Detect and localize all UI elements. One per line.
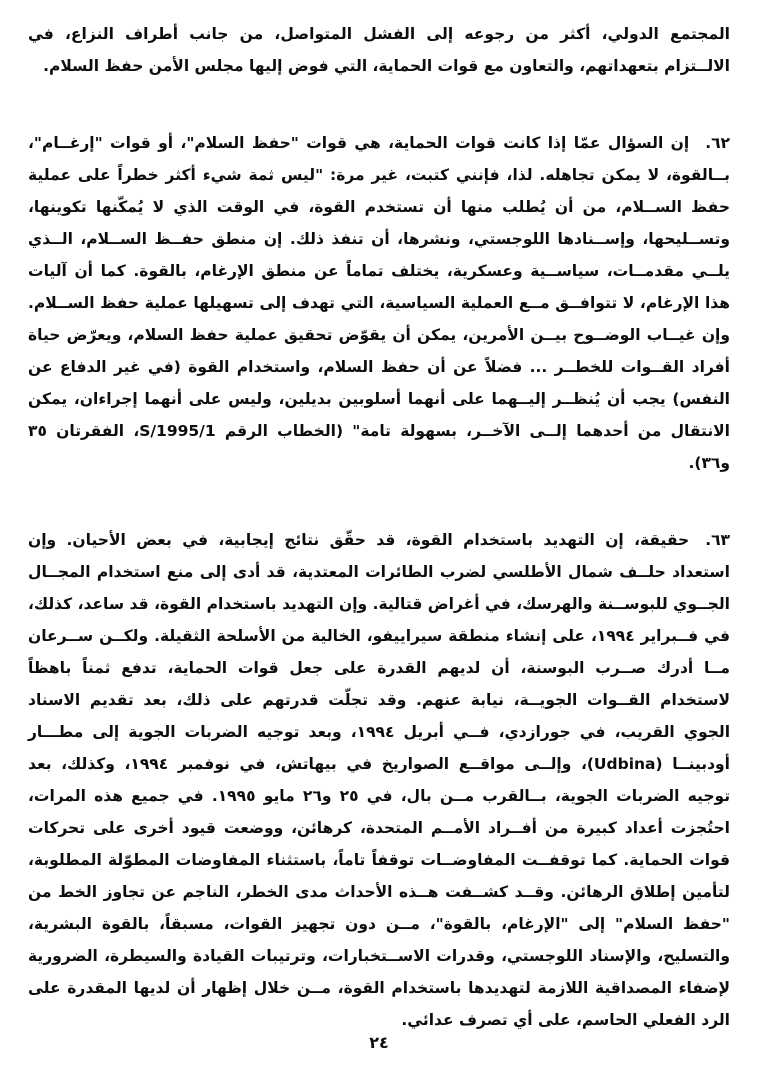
page-number: ٢٤ xyxy=(369,1033,389,1052)
paragraph-63 xyxy=(28,524,730,1036)
document-body xyxy=(28,18,730,1036)
paragraph-continuation xyxy=(28,18,730,82)
paragraph-text: المجتمع الدولي، أكثر من رجوعه إلى الفشل المتواصل، من جانب أطراف النزاع، في الالــتزام بتعهداتهم، والتعاون مع قوات الحماية، التي فوض إليها مجلس الأمن حفظ السلام. xyxy=(28,25,730,75)
paragraph-number: ٦٢. xyxy=(705,134,730,152)
paragraph-text: حقيقة، إن التهديد باستخدام القوة، قد حقّق نتائج إيجابية، في بعض الأحيان. وإن استعداد حلــف شمال الأطلسي لضرب الطائرات المعتدية، قد أدى إلى منع استخدام المجــال الجــوي للبوســنة والهرسك، في أغراض قتالية. وإن التهديد باستخدام القوة، قد ساعد، كذلك، في فــبراير ١٩٩٤، على إنشاء منطقة سيراييفو، الخالية من الأسلحة الثقيلة. ولكــن ســرعان مــا أدرك صــرب البوسنة، أن لديهم القدرة على جعل قوات الحماية، تدفع ثمناً باهظاً لاستخدام القــوات الجويــة، نيابة عنهم. وقد تجلّت قدرتهم على ذلك، بعد تقديم الاسناد الجوي القريب، في جورازدي، فــي أبريل ١٩٩٤، وبعد توجيه الضربات الجوية إلى مطـــار أودبينــا (Udbina)، وإلــى مواقــع الصواريخ في بيهاتش، في نوفمبر ١٩٩٤، وكذلك، بعد توجيه الضربات الجوية، بــالقرب مــن بال، في ٢٥ و٢٦ مايو ١٩٩٥. في جميع هذه المرات، احتُجزت أعداد كبيرة من أفــراد الأمــم المتحدة، كرهائن، ووضعت قيود أخرى على تحركات قوات الحماية. كما توقفــت المفاوضــات توقفاً تاماً، باستثناء المفاوضات المطوّلة المطلوبة، لتأمين إطلاق الرهائن. وقــد كشــفت هــذه الأحداث مدى الخطر، الناجم عن تجاوز الخط من "حفظ السلام" إلى "الإرغام، بالقوة"، مــن دون تجهيز القوات، مسبقاً، بالقوة البشرية، والتسليح، والإسناد اللوجستي، وقدرات الاســتخبارات، وترتيبات القيادة والسيطرة، الضرورية لإضفاء المصداقية اللازمة لتهديدها باستخدام القوة، مــن خلال إظهار أن لديها المقدرة على الرد الفعلي الحاسم، على أي تصرف عدائي. xyxy=(28,531,731,1029)
paragraph-62 xyxy=(28,127,730,479)
paragraph-number: ٦٣. xyxy=(705,531,730,549)
paragraph-text: إن السؤال عمّا إذا كانت قوات الحماية، هي قوات "حفظ السلام"، أو قوات "إرغــام"، بــالقوة، لا يمكن تجاهله. لذا، فإنني كتبت، غير مرة: "ليس ثمة شيء أكثر خطراً على عملية حفظ الســلام، من أن يُطلب منها أن تستخدم القوة، في الوقت الذي لا يُمكّنها تكوينها، وتســليحها، وإســنادها اللوجستي، ونشرها، أن تنفذ ذلك. إن منطق حفــظ الســلام، الــذي يلــي مقدمــات، سياســية وعسكرية، يختلف تماماً عن منطق الإرغام، بالقوة. كما أن آليات هذا الإرغام، لا تتوافــق مــع العملية السياسية، التي تهدف إلى تسهيلها عملية حفظ الســلام. وإن غيــاب الوضــوح بيــن الأمرين، يمكن أن يقوّض تحقيق عملية حفظ السلام، ويعرّض حياة أفراد القــوات للخطــر ... فضلاً عن أن حفظ السلام، واستخدام القوة (في غير الدفاع عن النفس) يجب أن يُنظــر إليــهما على أنهما أسلوبين بديلين، وليس على أنهما إجراءان، يمكن الانتقال من أحدهما إلــى الآخــر، بسهولة تامة" (الخطاب الرقم S/1995/1، الفقرتان ٣٥ و٣٦). xyxy=(28,134,731,472)
